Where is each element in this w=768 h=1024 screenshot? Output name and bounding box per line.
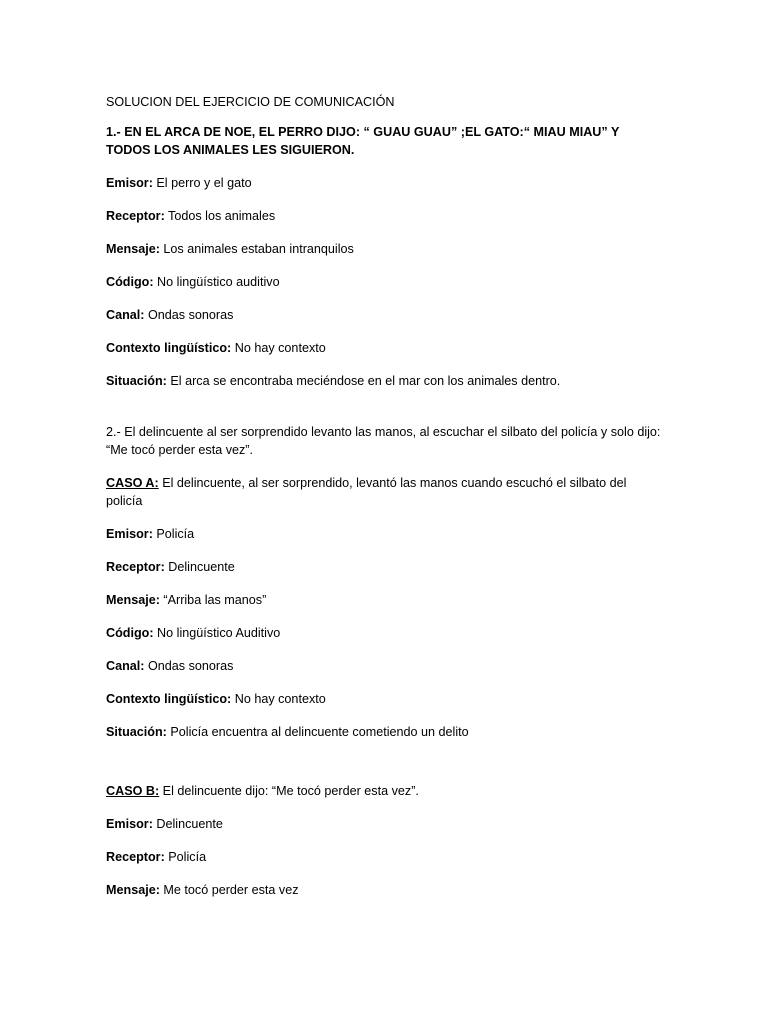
field-value: No hay contexto bbox=[231, 341, 326, 355]
field-value: El arca se encontraba meciéndose en el mar con los animales dentro. bbox=[166, 374, 561, 388]
field-value: No hay contexto bbox=[231, 692, 326, 706]
field-label: Situación: bbox=[106, 725, 167, 739]
caso-a-label: CASO A: bbox=[106, 476, 159, 490]
q1-emisor bbox=[106, 174, 666, 192]
field-label: Canal: bbox=[106, 659, 145, 673]
q1-codigo bbox=[106, 273, 666, 291]
caso-a-contexto bbox=[106, 690, 666, 708]
field-value: Policía encuentra al delincuente cometiendo un delito bbox=[166, 725, 469, 739]
field-value: Me tocó perder esta vez bbox=[159, 883, 299, 897]
field-label: Emisor: bbox=[106, 176, 153, 190]
field-label: Mensaje: bbox=[106, 242, 160, 256]
caso-b-receptor bbox=[106, 848, 666, 866]
field-value: Todos los animales bbox=[164, 209, 276, 223]
field-value: No lingüístico Auditivo bbox=[153, 626, 281, 640]
field-value: Policía bbox=[164, 850, 207, 864]
caso-a-mensaje bbox=[106, 591, 666, 609]
caso-a-emisor bbox=[106, 525, 666, 543]
caso-b-label: CASO B: bbox=[106, 784, 160, 798]
caso-a-codigo bbox=[106, 624, 666, 642]
caso-a-receptor bbox=[106, 558, 666, 576]
q1-canal bbox=[106, 306, 666, 324]
q1-mensaje bbox=[106, 240, 666, 258]
caso-a-intro bbox=[106, 474, 666, 510]
field-label: Receptor: bbox=[106, 209, 165, 223]
field-label: Emisor: bbox=[106, 817, 153, 831]
field-value: Ondas sonoras bbox=[144, 308, 234, 322]
caso-b-intro bbox=[106, 782, 666, 800]
field-value: “Arriba las manos” bbox=[159, 593, 267, 607]
question-1-heading: 1.- EN EL ARCA DE NOE, EL PERRO DIJO: “ GUAU GUAU” ;EL GATO:“ MIAU MIAU” Y TODOS LOS ANIMALES LES SIGUIERON. bbox=[106, 125, 620, 157]
field-label: Emisor: bbox=[106, 527, 153, 541]
caso-a-situacion bbox=[106, 723, 666, 741]
field-label: Mensaje: bbox=[106, 883, 160, 897]
caso-a-canal bbox=[106, 657, 666, 675]
field-label: Contexto lingüístico: bbox=[106, 692, 232, 706]
field-value: Ondas sonoras bbox=[144, 659, 234, 673]
caso-b-text: El delincuente dijo: “Me tocó perder esta vez”. bbox=[159, 784, 419, 798]
field-value: Los animales estaban intranquilos bbox=[159, 242, 354, 256]
field-label: Código: bbox=[106, 275, 154, 289]
field-label: Canal: bbox=[106, 308, 145, 322]
field-label: Mensaje: bbox=[106, 593, 160, 607]
q1-contexto bbox=[106, 339, 666, 357]
field-label: Código: bbox=[106, 626, 154, 640]
field-label: Receptor: bbox=[106, 560, 165, 574]
q1-situacion bbox=[106, 372, 666, 390]
question-2-heading: 2.- El delincuente al ser sorprendido levanto las manos, al escuchar el silbato del policía y solo dijo: “Me tocó perder esta vez”. bbox=[106, 425, 661, 457]
field-value: Delincuente bbox=[152, 817, 223, 831]
caso-b-emisor bbox=[106, 815, 666, 833]
field-value: No lingüístico auditivo bbox=[153, 275, 280, 289]
field-value: El perro y el gato bbox=[152, 176, 252, 190]
field-value: Delincuente bbox=[164, 560, 235, 574]
document-page bbox=[106, 93, 666, 914]
q1-receptor bbox=[106, 207, 666, 225]
field-label: Contexto lingüístico: bbox=[106, 341, 232, 355]
field-label: Situación: bbox=[106, 374, 167, 388]
field-value: Policía bbox=[152, 527, 195, 541]
field-label: Receptor: bbox=[106, 850, 165, 864]
document-title: SOLUCION DEL EJERCICIO DE COMUNICACIÓN bbox=[106, 95, 395, 109]
caso-b-mensaje bbox=[106, 881, 666, 899]
caso-a-text: El delincuente, al ser sorprendido, levantó las manos cuando escuchó el silbato del policía bbox=[106, 476, 627, 508]
